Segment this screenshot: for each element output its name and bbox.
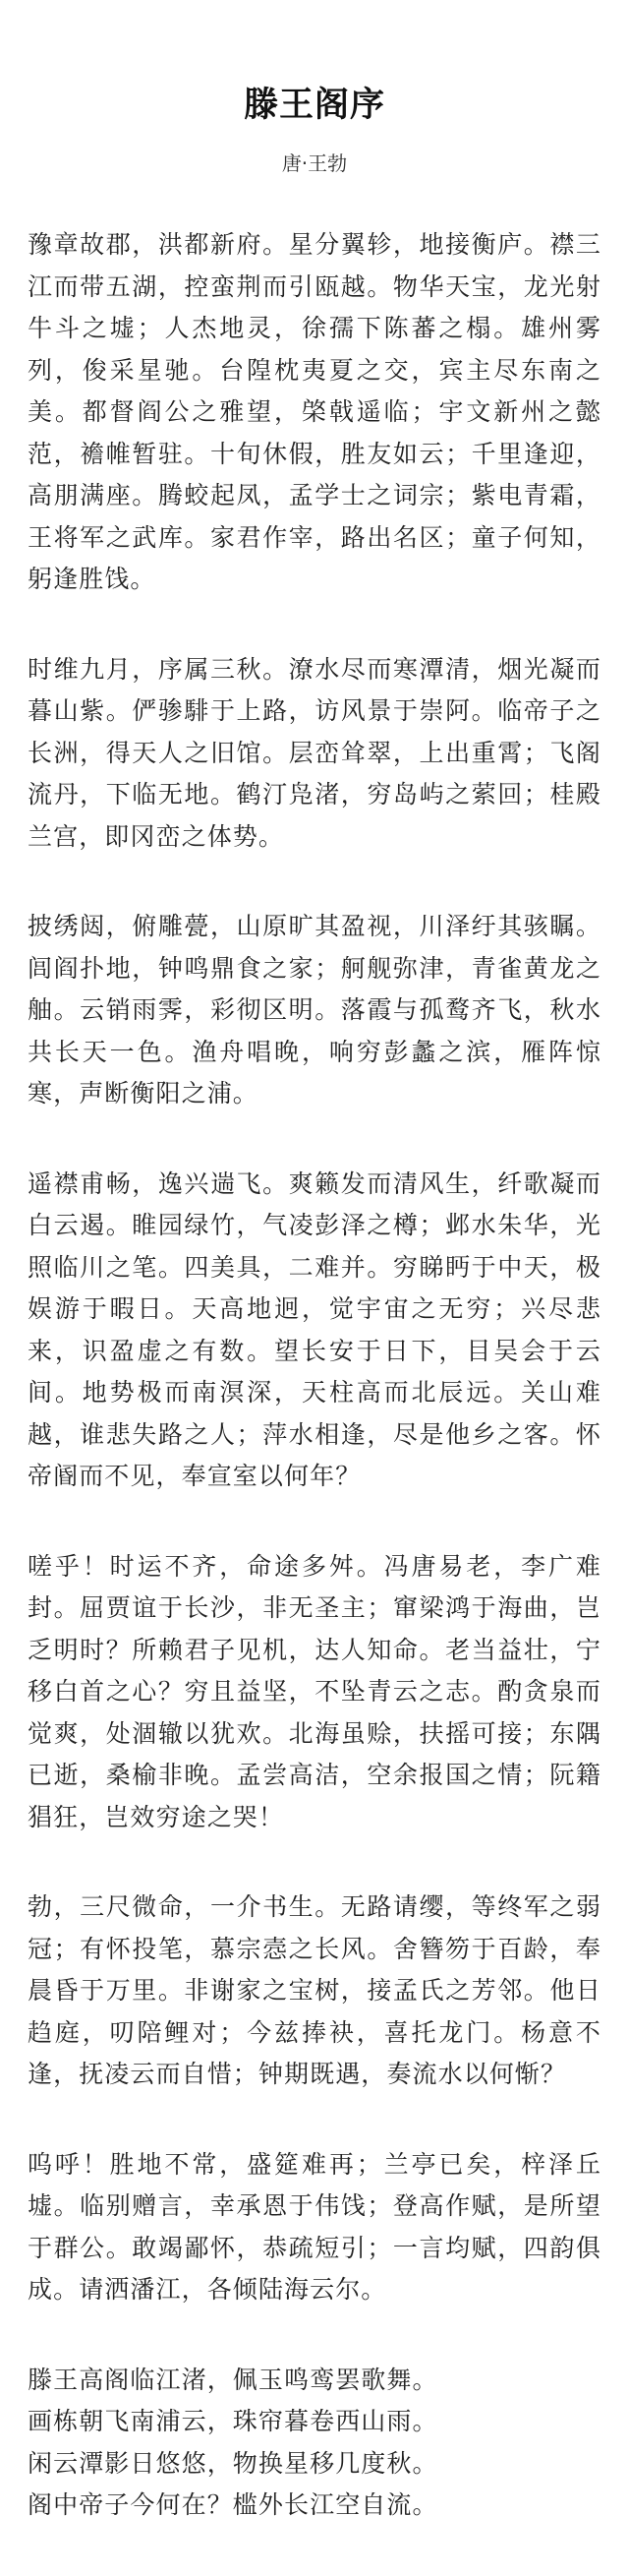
poem-line-2: 画栋朝飞南浦云，珠帘暮卷西山雨。 (28, 2407, 438, 2435)
paragraph-6: 勃，三尺微命，一介书生。无路请缨，等终军之弱冠；有怀投笔，慕宗悫之长风。舍簪笏于百龄，奉晨昏于万里。非谢家之宝树，接孟氏之芳邻。他日趋庭，叨陪鲤对；今兹捧袂，喜托龙门。杨意不逢，抚凌云而自惜；钟期既遇，奏流水以何惭？ (28, 1892, 601, 2088)
poem-line-3: 闲云潭影日悠悠，物换星移几度秋。 (28, 2448, 438, 2478)
poem-line-4: 阁中帝子今何在？槛外长江空自流。 (28, 2490, 438, 2519)
paragraph-1: 豫章故郡，洪都新府。星分翼轸，地接衡庐。襟三江而带五湖，控蛮荆而引瓯越。物华天宝，龙光射牛斗之墟；人杰地灵，徐孺下陈蕃之榻。雄州雾列，俊采星驰。台隍枕夷夏之交，宾主尽东南之美。都督阎公之雅望，棨戟遥临；宇文新州之懿范，襜帷暂驻。十旬休假，胜友如云；千里逢迎，高朋满座。腾蛟起凤，孟学士之词宗；紫电青霜，王将军之武库。家君作宰，路出名区；童子何知，躬逢胜饯。 (28, 230, 601, 593)
paragraph-4: 遥襟甫畅，逸兴遄飞。爽籁发而清风生，纤歌凝而白云遏。睢园绿竹，气凌彭泽之樽；邺水朱华，光照临川之笔。四美具，二难并。穷睇眄于中天，极娱游于暇日。天高地迥，觉宇宙之无穷；兴尽悲来，识盈虚之有数。望长安于日下，目吴会于云间。地势极而南溟深，天柱高而北辰远。关山难越，谁悲失路之人；萍水相逢，尽是他乡之客。怀帝阍而不见，奉宣室以何年？ (28, 1168, 601, 1490)
document-author: 唐·王勃 (281, 151, 348, 175)
document-body (28, 224, 601, 2527)
closing-poem (28, 2360, 601, 2527)
paragraph-3: 披绣闼，俯雕甍，山原旷其盈视，川泽纡其骇瞩。闾阎扑地，钟鸣鼎食之家；舸舰弥津，青雀黄龙之舳。云销雨霁，彩彻区明。落霞与孤鹜齐飞，秋水共长天一色。渔舟唱晚，响穷彭蠡之滨，雁阵惊寒，声断衡阳之浦。 (28, 912, 601, 1108)
document-title: 滕王阁序 (243, 86, 385, 125)
paragraph-7: 呜呼！胜地不常，盛筵难再；兰亭已矣，梓泽丘墟。临别赠言，幸承恩于伟饯；登高作赋，是所望于群公。敢竭鄙怀，恭疏短引；一言均赋，四韵俱成。请洒潘江，各倾陆海云尔。 (28, 2149, 601, 2304)
paragraph-2: 时维九月，序属三秋。潦水尽而寒潭清，烟光凝而暮山紫。俨骖騑于上路，访风景于崇阿。临帝子之长洲，得天人之旧馆。层峦耸翠，上出重霄；飞阁流丹，下临无地。鹤汀凫渚，穷岛屿之萦回；桂殿兰宫，即冈峦之体势。 (28, 654, 601, 851)
paragraph-5: 嗟乎！时运不齐，命途多舛。冯唐易老，李广难封。屈贾谊于长沙，非无圣主；窜梁鸿于海曲，岂乏明时？所赖君子见机，达人知命。老当益壮，宁移白首之心？穷且益坚，不坠青云之志。酌贪泉而觉爽，处涸辙以犹欢。北海虽赊，扶摇可接；东隅已逝，桑榆非晚。孟尝高洁，空余报国之情；阮籍猖狂，岂效穷途之哭！ (28, 1551, 601, 1831)
poem-line-1: 滕王高阁临江渚，佩玉鸣鸾罢歌舞。 (28, 2365, 438, 2394)
